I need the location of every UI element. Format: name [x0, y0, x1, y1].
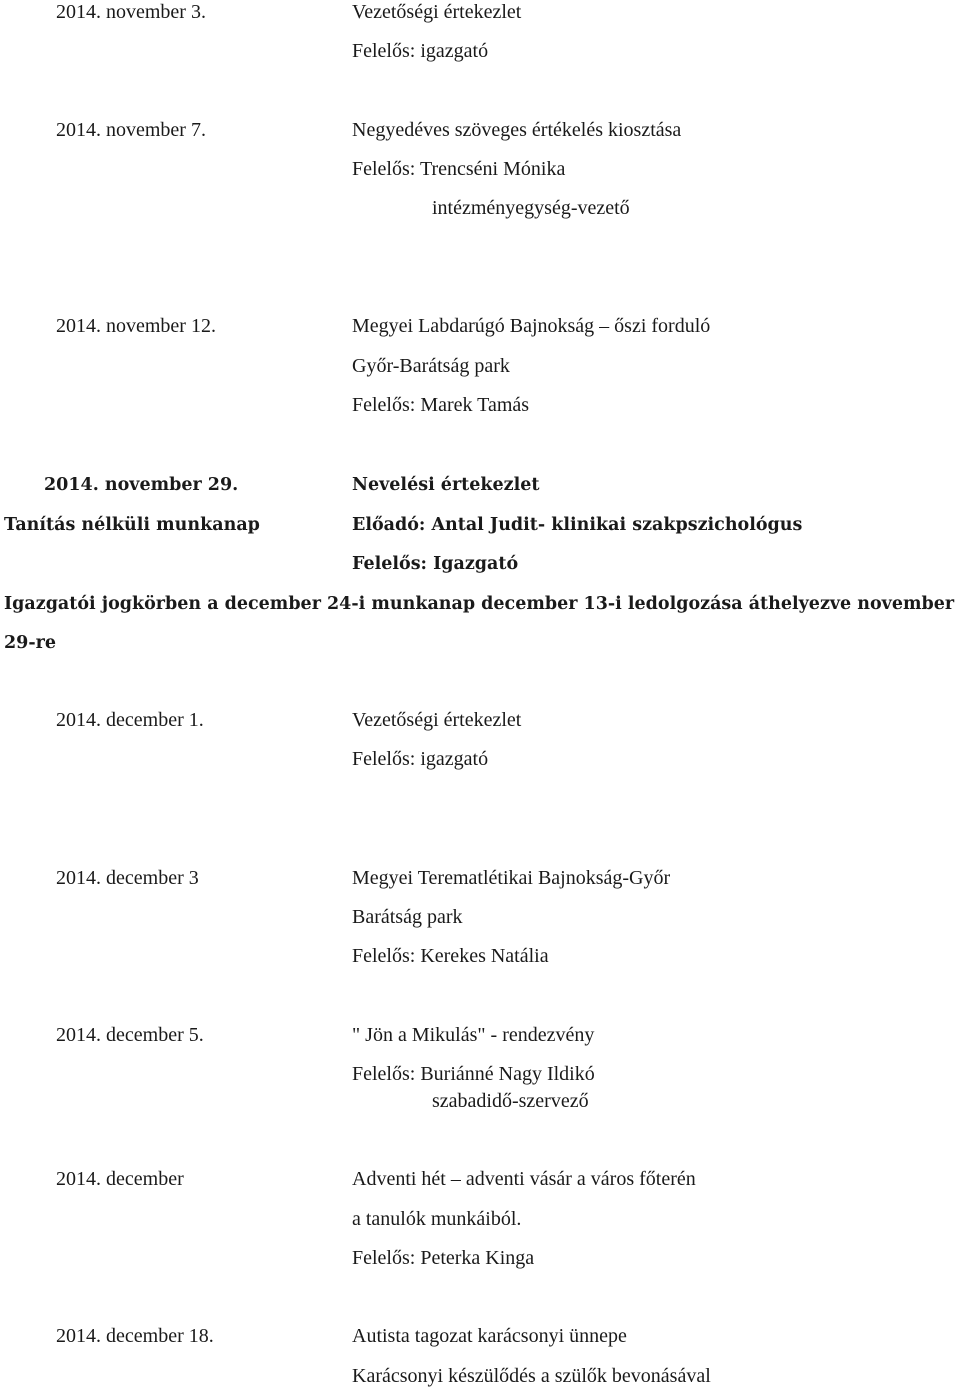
event-responsible-role: intézményegység-vezető [432, 197, 630, 219]
event-date: 2014. december 3 [56, 867, 199, 889]
event-title: Negyedéves szöveges értékelés kiosztása [352, 119, 682, 141]
event-responsible-role: szabadidő-szervező [432, 1090, 589, 1112]
event-location: Győr-Barátság park [352, 355, 510, 377]
event-date: 2014. november 12. [56, 315, 216, 337]
event-responsible: Felelős: Trencséni Mónika [352, 158, 566, 180]
event-responsible: Felelős: Peterka Kinga [352, 1247, 535, 1269]
event-title: Megyei Terematlétikai Bajnokság-Győr [352, 867, 671, 889]
event-date: 2014. december 18. [56, 1325, 214, 1347]
event-description: Karácsonyi készülődés a szülők bevonásával [352, 1365, 711, 1387]
event-responsible: Felelős: Igazgató [352, 554, 519, 574]
event-responsible: Felelős: Buriánné Nagy Ildikó [352, 1063, 595, 1085]
event-date: 2014. december 5. [56, 1024, 204, 1046]
event-date: 2014. december [56, 1168, 184, 1190]
event-date: 2014. november 3. [56, 1, 206, 23]
event-title: Vezetőségi értekezlet [352, 709, 522, 731]
event-title: Megyei Labdarúgó Bajnokság – őszi forduló [352, 315, 711, 337]
event-title: Adventi hét – adventi vásár a város főterén [352, 1168, 696, 1190]
event-responsible: Felelős: Kerekes Natália [352, 945, 549, 967]
event-title-continued: a tanulók munkáiból. [352, 1208, 522, 1230]
event-title: Nevelési értekezlet [352, 475, 540, 495]
event-title: Vezetőségi értekezlet [352, 1, 522, 23]
event-date: 2014. november 7. [56, 119, 206, 141]
event-presenter: Előadó: Antal Judit- klinikai szakpszichológus [352, 515, 803, 535]
event-title: " Jön a Mikulás" - rendezvény [352, 1024, 595, 1046]
event-date: 2014. december 1. [56, 709, 204, 731]
event-note: Igazgatói jogkörben a december 24-i munkanap december 13-i ledolgozása áthelyezve november [4, 594, 955, 614]
event-responsible: Felelős: Marek Tamás [352, 394, 530, 416]
event-title: Autista tagozat karácsonyi ünnepe [352, 1325, 627, 1347]
event-responsible: Felelős: igazgató [352, 40, 489, 62]
event-date: 2014. november 29. [44, 475, 239, 495]
event-location: Barátság park [352, 906, 463, 928]
event-note-continued: 29-re [4, 633, 56, 653]
event-subtitle: Tanítás nélküli munkanap [4, 515, 260, 535]
event-responsible: Felelős: igazgató [352, 748, 489, 770]
